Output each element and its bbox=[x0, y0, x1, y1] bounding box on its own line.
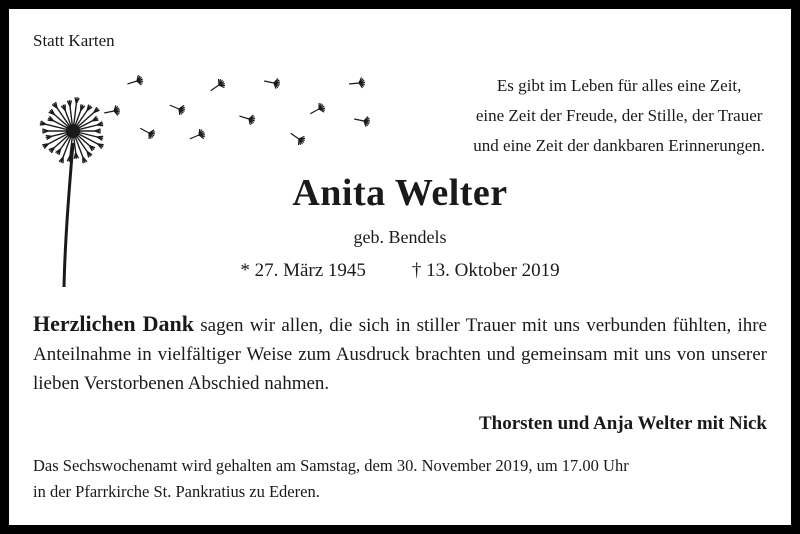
statt-karten-label: Statt Karten bbox=[33, 31, 115, 50]
service-info bbox=[33, 453, 629, 505]
service-line-2: in der Pfarrkirche St. Pankratius zu Ederen. bbox=[33, 482, 320, 501]
thanks-text: sagen wir allen, die sich in stiller Trauer mit uns verbunden fühlten, ihre Anteilnahme in vielfältiger Weise zum Ausdruck brachten und gemeinsam mit uns von unserer lieben Verstorbenen Abschied nahmen. bbox=[33, 315, 767, 394]
deceased-name: Anita Welter bbox=[292, 172, 508, 214]
thanks-paragraph bbox=[33, 309, 767, 398]
death-date: † 13. Oktober 2019 bbox=[411, 260, 560, 281]
service-line-1: Das Sechswochenamt wird gehalten am Samstag, dem 30. November 2019, um 17.00 Uhr bbox=[33, 456, 629, 475]
birth-date: * 27. März 1945 bbox=[240, 260, 366, 281]
life-dates bbox=[9, 260, 791, 282]
quote-block bbox=[473, 71, 765, 161]
obituary-card bbox=[9, 9, 791, 525]
signature: Thorsten und Anja Welter mit Nick bbox=[478, 413, 767, 434]
quote-line-2: eine Zeit der Freude, der Stille, der Trauer bbox=[475, 106, 763, 125]
quote-line-1: Es gibt im Leben für alles eine Zeit, bbox=[496, 76, 742, 95]
thanks-lead: Herzlichen Dank bbox=[33, 311, 194, 336]
birth-name: geb. Bendels bbox=[353, 227, 447, 247]
quote-line-3: und eine Zeit der dankbaren Erinnerungen. bbox=[473, 136, 765, 155]
